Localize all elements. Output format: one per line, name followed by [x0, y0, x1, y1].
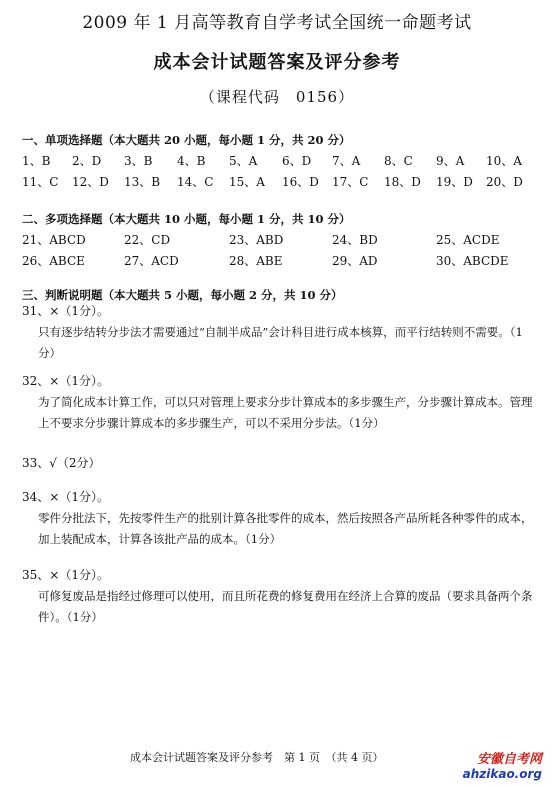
answer-item: 7、A	[332, 154, 361, 168]
answer-item: 1、B	[22, 154, 51, 168]
answer-item: 16、D	[282, 175, 319, 189]
answer-item: 5、A	[229, 154, 258, 168]
answer-item: 22、CD	[124, 233, 171, 247]
site-watermark	[463, 748, 542, 781]
question-32-explanation: 为了简化成本计算工作，可以只对管理上要求分步计算成本的多步骤生产，分步骤计算成本。管理上不要求分步骤计算成本的多步骤生产，可以不采用分步法。（1分）	[38, 395, 533, 430]
answer-item: 12、D	[72, 175, 109, 189]
answer-item: 14、C	[177, 175, 214, 189]
answer-item: 3、B	[124, 154, 153, 168]
answer-item: 20、D	[486, 175, 523, 189]
answer-item: 9、A	[436, 154, 465, 168]
answer-item: 4、B	[177, 154, 206, 168]
answer-item: 13、B	[124, 175, 161, 189]
answer-item: 29、AD	[332, 254, 378, 268]
answer-item: 23、ABD	[229, 233, 284, 247]
section2-row-1	[22, 231, 537, 252]
question-32	[22, 371, 537, 434]
question-34-explanation: 零件分批法下，先按零件生产的批别计算各批零件的成本，然后按照各产品所耗各种零件的成本，加上装配成本，计算各该批产品的成本。（1分）	[38, 511, 533, 546]
answer-item: 10、A	[486, 154, 522, 168]
answer-item: 19、D	[436, 175, 473, 189]
course-code: （课程代码 0156）	[199, 88, 355, 106]
watermark-site-name: 安徽自考网	[476, 752, 542, 767]
section2-heading: 二、多项选择题（本大题共 10 小题，每小题 1 分，共 10 分）	[22, 212, 351, 226]
watermark-site-url: ahzikao.org	[462, 767, 542, 781]
question-34	[22, 487, 537, 550]
section2-row-2	[22, 252, 537, 273]
answer-item: 24、BD	[332, 233, 378, 247]
answer-item: 28、ABE	[229, 254, 283, 268]
question-31-explanation: 只有逐步结转分步法才需要通过“自制半成品”会计科目进行成本核算，而平行结转则不需要。（1分）	[38, 325, 523, 360]
document-title: 成本会计试题答案及评分参考	[153, 52, 401, 73]
page-footer: 成本会计试题答案及评分参考 第 1 页 （共 4 页）	[130, 751, 384, 764]
answer-item: 17、C	[332, 175, 369, 189]
question-33-verdict: 33、√（2分）	[22, 456, 101, 470]
answer-item: 30、ABCDE	[436, 254, 509, 268]
answer-item: 27、ACD	[124, 254, 179, 268]
answer-item: 25、ACDE	[436, 233, 500, 247]
question-35-explanation: 可修复废品是指经过修理可以使用，而且所花费的修复费用在经济上合算的废品（要求具备两个条件）。（1分）	[38, 589, 533, 624]
answer-item: 11、C	[22, 175, 59, 189]
answer-item: 15、A	[229, 175, 265, 189]
question-32-verdict: 32、×（1分）。	[22, 374, 109, 388]
answer-item: 26、ABCE	[22, 254, 85, 268]
question-33	[22, 453, 537, 474]
question-34-verdict: 34、×（1分）。	[22, 490, 109, 504]
section1-row-2	[22, 173, 537, 194]
section1-heading: 一、单项选择题（本大题共 20 小题，每小题 1 分，共 20 分）	[22, 133, 351, 147]
answer-item: 18、D	[384, 175, 421, 189]
section2-answer-grid	[22, 231, 537, 273]
answer-item: 2、D	[72, 154, 102, 168]
section1-answer-grid	[22, 152, 537, 194]
exam-title: 2009 年 1 月高等教育自学考试全国统一命题考试	[82, 13, 472, 33]
question-35-verdict: 35、×（1分）。	[22, 568, 109, 582]
section3-heading: 三、判断说明题（本大题共 5 小题，每小题 2 分，共 10 分）	[22, 288, 343, 302]
question-35	[22, 565, 537, 628]
question-31-verdict: 31、×（1分）。	[22, 304, 109, 318]
answer-item: 6、D	[282, 154, 312, 168]
section1-row-1	[22, 152, 537, 173]
answer-item: 8、C	[384, 154, 413, 168]
answer-item: 21、ABCD	[22, 233, 86, 247]
question-31	[22, 301, 537, 364]
